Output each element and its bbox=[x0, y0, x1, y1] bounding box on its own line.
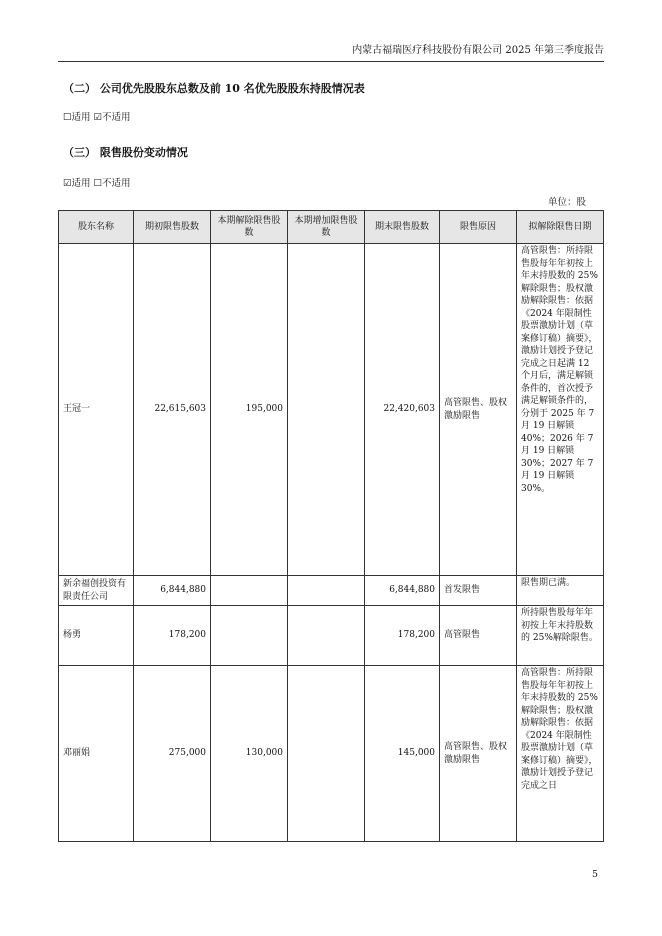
released-shares bbox=[211, 576, 288, 606]
restriction-cause: 首发限售 bbox=[440, 576, 517, 606]
table-row bbox=[59, 576, 604, 606]
header-shareholder: 股东名称 bbox=[59, 211, 134, 244]
table-row bbox=[59, 606, 604, 666]
shareholder-name: 王冠一 bbox=[59, 244, 134, 576]
restricted-shares-table bbox=[58, 210, 604, 842]
table-row bbox=[59, 244, 604, 576]
table-header-row bbox=[59, 211, 604, 244]
end-shares: 22,420,603 bbox=[365, 244, 440, 576]
added-shares bbox=[288, 244, 365, 576]
begin-shares: 275,000 bbox=[134, 666, 211, 842]
section3-options: ☑适用 ☐不适用 bbox=[63, 178, 131, 189]
section2-options: ☐适用 ☑不适用 bbox=[63, 112, 131, 123]
header-begin: 期初限售股数 bbox=[134, 211, 211, 244]
header-added: 本期增加限售股数 bbox=[288, 211, 365, 244]
table-row bbox=[59, 666, 604, 842]
release-date: 所持限售股每年年初按上年末持股数的 25%解除限售。 bbox=[517, 606, 604, 666]
added-shares bbox=[288, 666, 365, 842]
added-shares bbox=[288, 606, 365, 666]
page-number: 5 bbox=[591, 869, 598, 880]
header-cause: 限售原因 bbox=[440, 211, 517, 244]
end-shares: 6,844,880 bbox=[365, 576, 440, 606]
end-shares: 178,200 bbox=[365, 606, 440, 666]
restriction-cause: 高管限售 bbox=[440, 606, 517, 666]
header-released: 本期解除限售股数 bbox=[211, 211, 288, 244]
release-date: 限售期已满。 bbox=[517, 576, 604, 606]
shareholder-name: 杨勇 bbox=[59, 606, 134, 666]
begin-shares: 22,615,603 bbox=[134, 244, 211, 576]
release-date: 高管限售：所持限售股每年年初按上年末持股数的 25%解除限售；股权激励解除限售：依据《2024 年限制性股票激励计划（草案修订稿）摘要》，激励计划授予登记完成之日起满 12 个月后，满足解锁条件的，首次授予满足解锁条件的，分别于 2025 年 7 月 19 日解锁 40%；2026 年 7 月 19 日解锁 30%；2027 年 7 月 19 日解锁 30%。 bbox=[517, 244, 604, 576]
unit-label: 单位：股 bbox=[547, 197, 586, 208]
released-shares: 195,000 bbox=[211, 244, 288, 576]
end-shares: 145,000 bbox=[365, 666, 440, 842]
restriction-cause: 高管限售、股权激励限售 bbox=[440, 244, 517, 576]
shareholder-name: 邓丽娟 bbox=[59, 666, 134, 842]
shareholder-name: 新余福创投资有限责任公司 bbox=[59, 576, 134, 606]
section3-title: （三） 限售股份变动情况 bbox=[63, 146, 188, 159]
restriction-cause: 高管限售、股权激励限售 bbox=[440, 666, 517, 842]
begin-shares: 178,200 bbox=[134, 606, 211, 666]
header-end: 期末限售股数 bbox=[365, 211, 440, 244]
header-release-date: 拟解除限售日期 bbox=[517, 211, 604, 244]
section2-title: （二） 公司优先股股东总数及前 10 名优先股股东持股情况表 bbox=[63, 82, 365, 95]
release-date: 高管限售：所持限售股每年年初按上年末持股数的 25%解除限售；股权激励解除限售：依据《2024 年限制性股票激励计划（草案修订稿）摘要》，激励计划授予登记完成之日 bbox=[517, 666, 604, 842]
released-shares: 130,000 bbox=[211, 666, 288, 842]
added-shares bbox=[288, 576, 365, 606]
report-header: 内蒙古福瑞医疗科技股份有限公司 2025 年第三季度报告 bbox=[58, 44, 604, 62]
released-shares bbox=[211, 606, 288, 666]
begin-shares: 6,844,880 bbox=[134, 576, 211, 606]
